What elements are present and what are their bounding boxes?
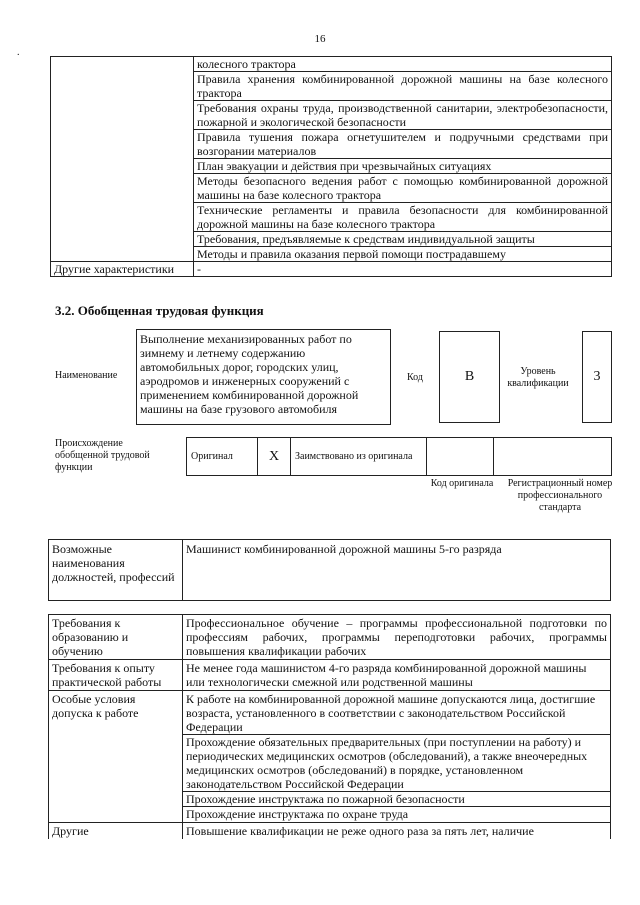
- admission-values: [183, 691, 611, 823]
- name-label: Наименование: [55, 370, 118, 381]
- other-label: Другие: [49, 823, 183, 840]
- origin-table: [186, 437, 612, 476]
- registration-number-cell: [494, 438, 612, 476]
- knowledge-item: Требования, предъявляемые к средствам индивидуальной защиты: [194, 232, 612, 247]
- original-mark: X: [258, 438, 291, 476]
- origin-code-cell: [427, 438, 494, 476]
- margin-mark: .: [17, 47, 20, 58]
- positions-value: Машинист комбинированной дорожной машины 5-го разряда: [183, 540, 611, 601]
- experience-value: Не менее года машинистом 4-го разряда комбинированной дорожной машины или технологически смежной или родственной машины: [183, 660, 611, 691]
- borrowed-label: Заимствовано из оригинала: [291, 438, 427, 476]
- page-number: 16: [314, 33, 326, 45]
- knowledge-item: Правила тушения пожара огнетушителем и подручными средствами при возгорании материалов: [194, 130, 612, 159]
- education-value: Профессиональное обучение – программы профессиональной подготовки по профессиям рабочих, программы переподготовки рабочих, программы повышения квалификации рабочих: [183, 615, 611, 660]
- other-value: Повышение квалификации не реже одного раза за пять лет, наличие: [183, 823, 611, 840]
- origin-label: Происхождение обобщенной трудовой функции: [55, 438, 150, 473]
- knowledge-item: Методы безопасного ведения работ с помощью комбинированной дорожной машины на базе колесного трактора: [194, 174, 612, 203]
- knowledge-item: План эвакуации и действия при чрезвычайных ситуациях: [194, 159, 612, 174]
- level-label: Уровень квалификации: [507, 366, 569, 389]
- code-label: Код: [407, 372, 423, 383]
- admission-item: Прохождение инструктажа по пожарной безопасности: [183, 791, 610, 806]
- experience-label: Требования к опыту практической работы: [49, 660, 183, 691]
- knowledge-table: [50, 56, 612, 277]
- knowledge-item: Требования охраны труда, производственной санитарии, электробезопасности, пожарной и экологической безопасности: [194, 101, 612, 130]
- knowledge-table-left-cell: [51, 57, 194, 262]
- positions-table: [48, 539, 611, 601]
- knowledge-item: Технические регламенты и правила безопасности для комбинированной дорожной машины на базе колесного трактора: [194, 203, 612, 232]
- positions-label: Возможные наименования должностей, профессий: [49, 540, 183, 601]
- code-caption: Код оригинала: [430, 478, 494, 489]
- admission-item: Прохождение обязательных предварительных (при поступлении на работу) и периодических медицинских осмотров (обследований), а также внеочередных медицинских осмотров (обследований) в порядке, установленном законодательством Российской Федерации: [183, 734, 610, 791]
- admission-item: Прохождение инструктажа по охране труда: [183, 806, 610, 821]
- requirements-table: [48, 614, 611, 839]
- original-label: Оригинал: [187, 438, 258, 476]
- level-value-box: 3: [582, 331, 612, 423]
- knowledge-item: Методы и правила оказания первой помощи пострадавшему: [194, 247, 612, 262]
- function-name-box: Выполнение механизированных работ по зимнему и летнему содержанию автомобильных дорог, городских улиц, аэродромов и инженерных сооружений с применением комбинированной дорожной машины на базе грузового автомобиля: [136, 329, 391, 425]
- admission-label: Особые условия допуска к работе: [49, 691, 183, 823]
- knowledge-item: Правила хранения комбинированной дорожной машины на базе колесного трактора: [194, 72, 612, 101]
- code-value-box: B: [439, 331, 500, 423]
- section-heading: 3.2. Обобщенная трудовая функция: [55, 303, 264, 318]
- knowledge-item: колесного трактора: [194, 57, 612, 72]
- education-label: Требования к образованию и обучению: [49, 615, 183, 660]
- other-characteristics-value: -: [194, 262, 612, 277]
- other-characteristics-label: Другие характеристики: [51, 262, 194, 277]
- registration-caption: Регистрационный номер профессионального стандарта: [507, 478, 613, 513]
- admission-item: К работе на комбинированной дорожной машине допускаются лица, достигшие возраста, установленного в соответствии с законодательством Российской Федерации: [186, 692, 596, 734]
